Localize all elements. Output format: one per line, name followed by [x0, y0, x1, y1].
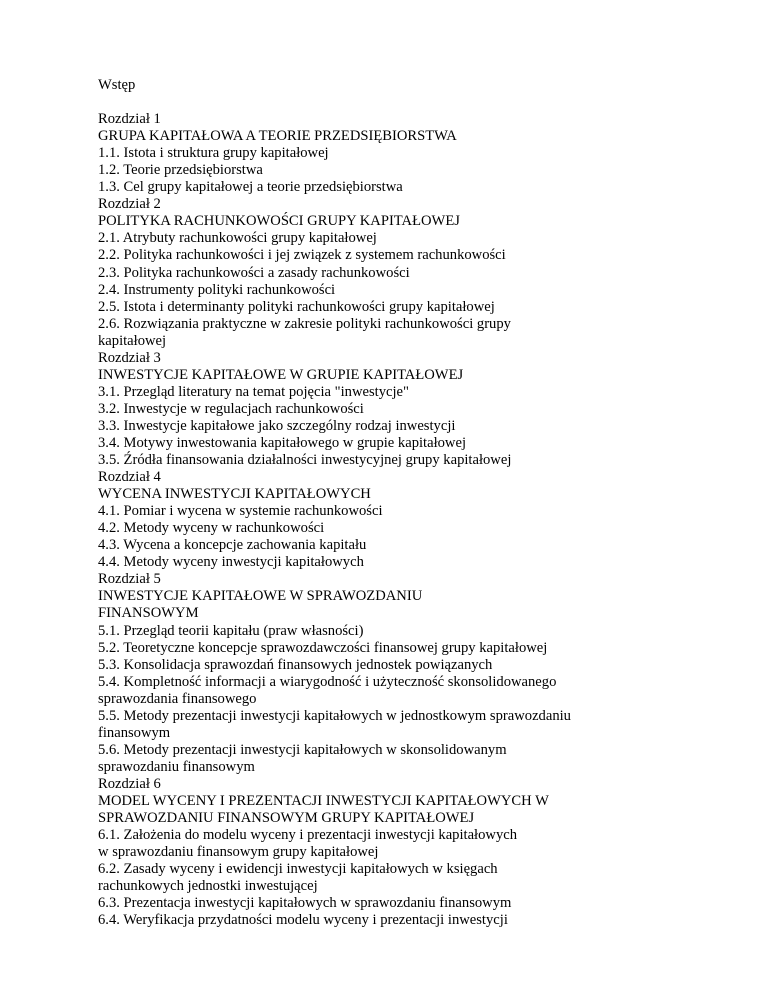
section-entry: 6.1. Założenia do modelu wyceny i prezentacji inwestycji kapitałowych	[98, 827, 518, 844]
chapter-label: Rozdział 2	[98, 196, 161, 213]
section-entry: 3.3. Inwestycje kapitałowe jako szczególny rodzaj inwestycji	[98, 417, 456, 434]
section-entry: 1.3. Cel grupy kapitałowej a teorie przedsiębiorstwa	[98, 179, 403, 196]
chapter-title: WYCENA INWESTYCJI KAPITAŁOWYCH	[98, 486, 371, 503]
section-entry: 4.4. Metody wyceny inwestycji kapitałowych	[98, 554, 364, 571]
section-entry: 1.1. Istota i struktura grupy kapitałowej	[98, 145, 329, 162]
chapter-title: GRUPA KAPITAŁOWA A TEORIE PRZEDSIĘBIORSTWA	[98, 128, 457, 145]
text-line: sprawozdaniu finansowym	[98, 758, 255, 775]
section-entry: 3.5. Źródła finansowania działalności inwestycyjnej grupy kapitałowej	[98, 452, 512, 469]
chapter-label: Rozdział 4	[98, 469, 161, 486]
section-entry: 3.2. Inwestycje w regulacjach rachunkowości	[98, 400, 364, 417]
section-entry: 6.4. Weryfikacja przydatności modelu wyceny i prezentacji inwestycji	[98, 912, 508, 929]
section-entry: 1.2. Teorie przedsiębiorstwa	[98, 162, 263, 179]
chapter-title: INWESTYCJE KAPITAŁOWE W SPRAWOZDANIU	[98, 588, 423, 605]
text-line: finansowym	[98, 724, 171, 741]
section-entry: 5.5. Metody prezentacji inwestycji kapitałowych w jednostkowym sprawozdaniu	[98, 707, 571, 724]
chapter-label: Rozdział 5	[98, 571, 161, 588]
section-entry: 6.3. Prezentacja inwestycji kapitałowych w sprawozdaniu finansowym	[98, 895, 512, 912]
section-entry: 5.3. Konsolidacja sprawozdań finansowych jednostek powiązanych	[98, 656, 493, 673]
section-entry: 3.1. Przegląd literatury na temat pojęcia "inwestycje"	[98, 383, 409, 400]
section-entry: 2.6. Rozwiązania praktyczne w zakresie polityki rachunkowości grupy	[98, 315, 511, 332]
section-entry: 5.1. Przegląd teorii kapitału (praw własności)	[98, 622, 364, 639]
introduction-heading: Wstęp	[98, 77, 136, 93]
section-entry: 2.5. Istota i determinanty polityki rachunkowości grupy kapitałowej	[98, 298, 495, 315]
text-line	[98, 94, 738, 111]
chapter-title: POLITYKA RACHUNKOWOŚCI GRUPY KAPITAŁOWEJ	[98, 213, 460, 230]
section-entry: 5.4. Kompletność informacji a wiarygodność i użyteczność skonsolidowanego	[98, 673, 557, 690]
section-entry: 5.6. Metody prezentacji inwestycji kapitałowych w skonsolidowanym	[98, 741, 507, 758]
section-entry: 2.3. Polityka rachunkowości a zasady rachunkowości	[98, 264, 410, 281]
chapter-title: FINANSOWYM	[98, 605, 199, 622]
section-entry: 2.1. Atrybuty rachunkowości grupy kapitałowej	[98, 230, 377, 247]
section-entry: 2.2. Polityka rachunkowości i jej związek z systemem rachunkowości	[98, 247, 506, 264]
text-line: rachunkowych jednostki inwestującej	[98, 878, 318, 895]
section-entry: 4.3. Wycena a koncepcje zachowania kapitału	[98, 537, 367, 554]
chapter-label: Rozdział 1	[98, 111, 161, 128]
section-entry: 2.4. Instrumenty polityki rachunkowości	[98, 281, 336, 298]
chapter-label: Rozdział 6	[98, 775, 161, 792]
table-of-contents	[98, 77, 738, 929]
text-line: sprawozdania finansowego	[98, 690, 257, 707]
section-entry: 3.4. Motywy inwestowania kapitałowego w grupie kapitałowej	[98, 434, 467, 451]
section-entry: 4.1. Pomiar i wycena w systemie rachunkowości	[98, 503, 383, 520]
section-entry: 5.2. Teoretyczne koncepcje sprawozdawczości finansowej grupy kapitałowej	[98, 639, 548, 656]
text-line: kapitałowej	[98, 332, 167, 349]
chapter-title: SPRAWOZDANIU FINANSOWYM GRUPY KAPITAŁOWEJ	[98, 810, 475, 827]
section-entry: 4.2. Metody wyceny w rachunkowości	[98, 520, 325, 537]
section-entry: 6.2. Zasady wyceny i ewidencji inwestycji kapitałowych w księgach	[98, 861, 498, 878]
chapter-title: MODEL WYCENY I PREZENTACJI INWESTYCJI KAPITAŁOWYCH W	[98, 792, 549, 809]
text-line: w sprawozdaniu finansowym grupy kapitałowej	[98, 844, 379, 861]
chapter-label: Rozdział 3	[98, 349, 161, 366]
chapter-title: INWESTYCJE KAPITAŁOWE W GRUPIE KAPITAŁOWEJ	[98, 366, 464, 383]
document-page	[98, 77, 738, 929]
